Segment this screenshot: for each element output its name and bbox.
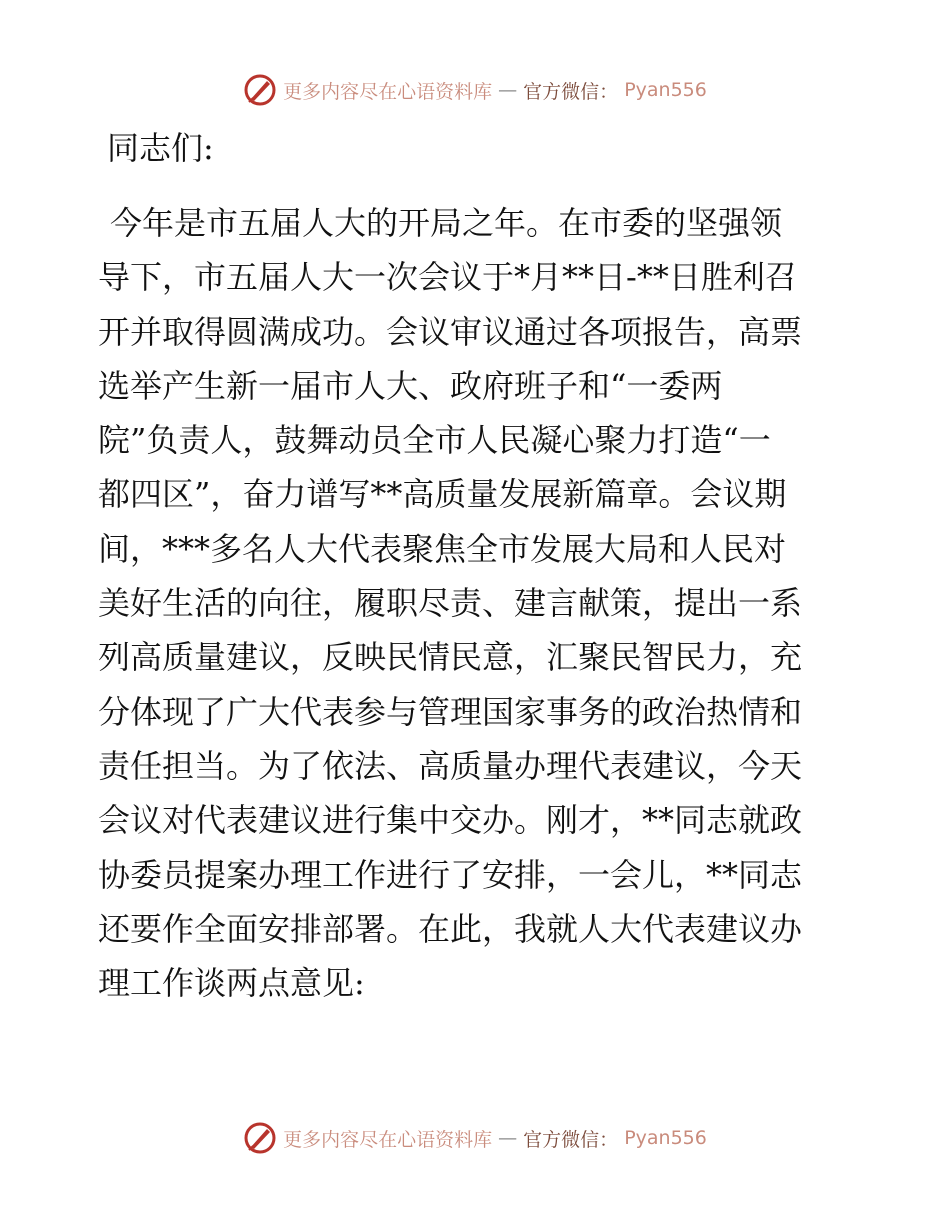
body-line: 还要作全面安排部署。在此，我就人大代表建议办 [98, 909, 803, 948]
body-line: 列高质量建议，反映民情民意，汇聚民智民力，充 [98, 638, 803, 677]
body-line: 今年是市五届人大的开局之年。在市委的坚强领 [110, 204, 783, 242]
quill-logo-icon [243, 73, 277, 107]
header-watermark [0, 70, 950, 110]
body-line: 美好生活的向往，履职尽责、建言献策，提出一系 [98, 584, 803, 623]
watermark-separator: — [498, 1127, 518, 1149]
body-line: 都四区”，奋力谱写**高质量发展新篇章。会议期 [98, 475, 787, 514]
body-line: 理工作谈两点意见: [98, 964, 365, 1003]
watermark-brand: 更多内容尽在心语资料库 [283, 1128, 493, 1151]
watermark-separator: — [498, 79, 518, 101]
watermark-wechat-id: Pyan556 [624, 79, 707, 101]
watermark-official-label: 官方微信： [523, 1128, 619, 1151]
footer-watermark [0, 1118, 950, 1158]
body-line: 间，***多名人大代表聚焦全市发展大局和人民对 [98, 529, 787, 568]
body-line: 开并取得圆满成功。会议审议通过各项报告，高票 [98, 312, 803, 351]
body-line: 选举产生新一届市人大、政府班子和“一委两 [98, 366, 723, 405]
watermark-wechat-id: Pyan556 [624, 1127, 707, 1149]
quill-logo-icon [243, 1121, 277, 1155]
body-line: 分体现了广大代表参与管理国家事务的政治热情和 [98, 692, 803, 731]
body-line: 责任担当。为了依法、高质量办理代表建议，今天 [98, 746, 803, 785]
watermark-official-label: 官方微信： [523, 80, 619, 103]
document-body [98, 196, 858, 1010]
body-line: 会议对代表建议进行集中交办。刚才，**同志就政 [98, 801, 803, 840]
watermark-brand: 更多内容尽在心语资料库 [283, 80, 493, 103]
body-line: 协委员提案办理工作进行了安排，一会儿，**同志 [98, 855, 803, 894]
body-line: 院”负责人，鼓舞动员全市人民凝心聚力打造“一 [98, 421, 771, 460]
salutation: 同志们: [107, 129, 214, 167]
body-line: 导下，市五届人大一次会议于*月**日-**日胜利召 [98, 258, 797, 297]
